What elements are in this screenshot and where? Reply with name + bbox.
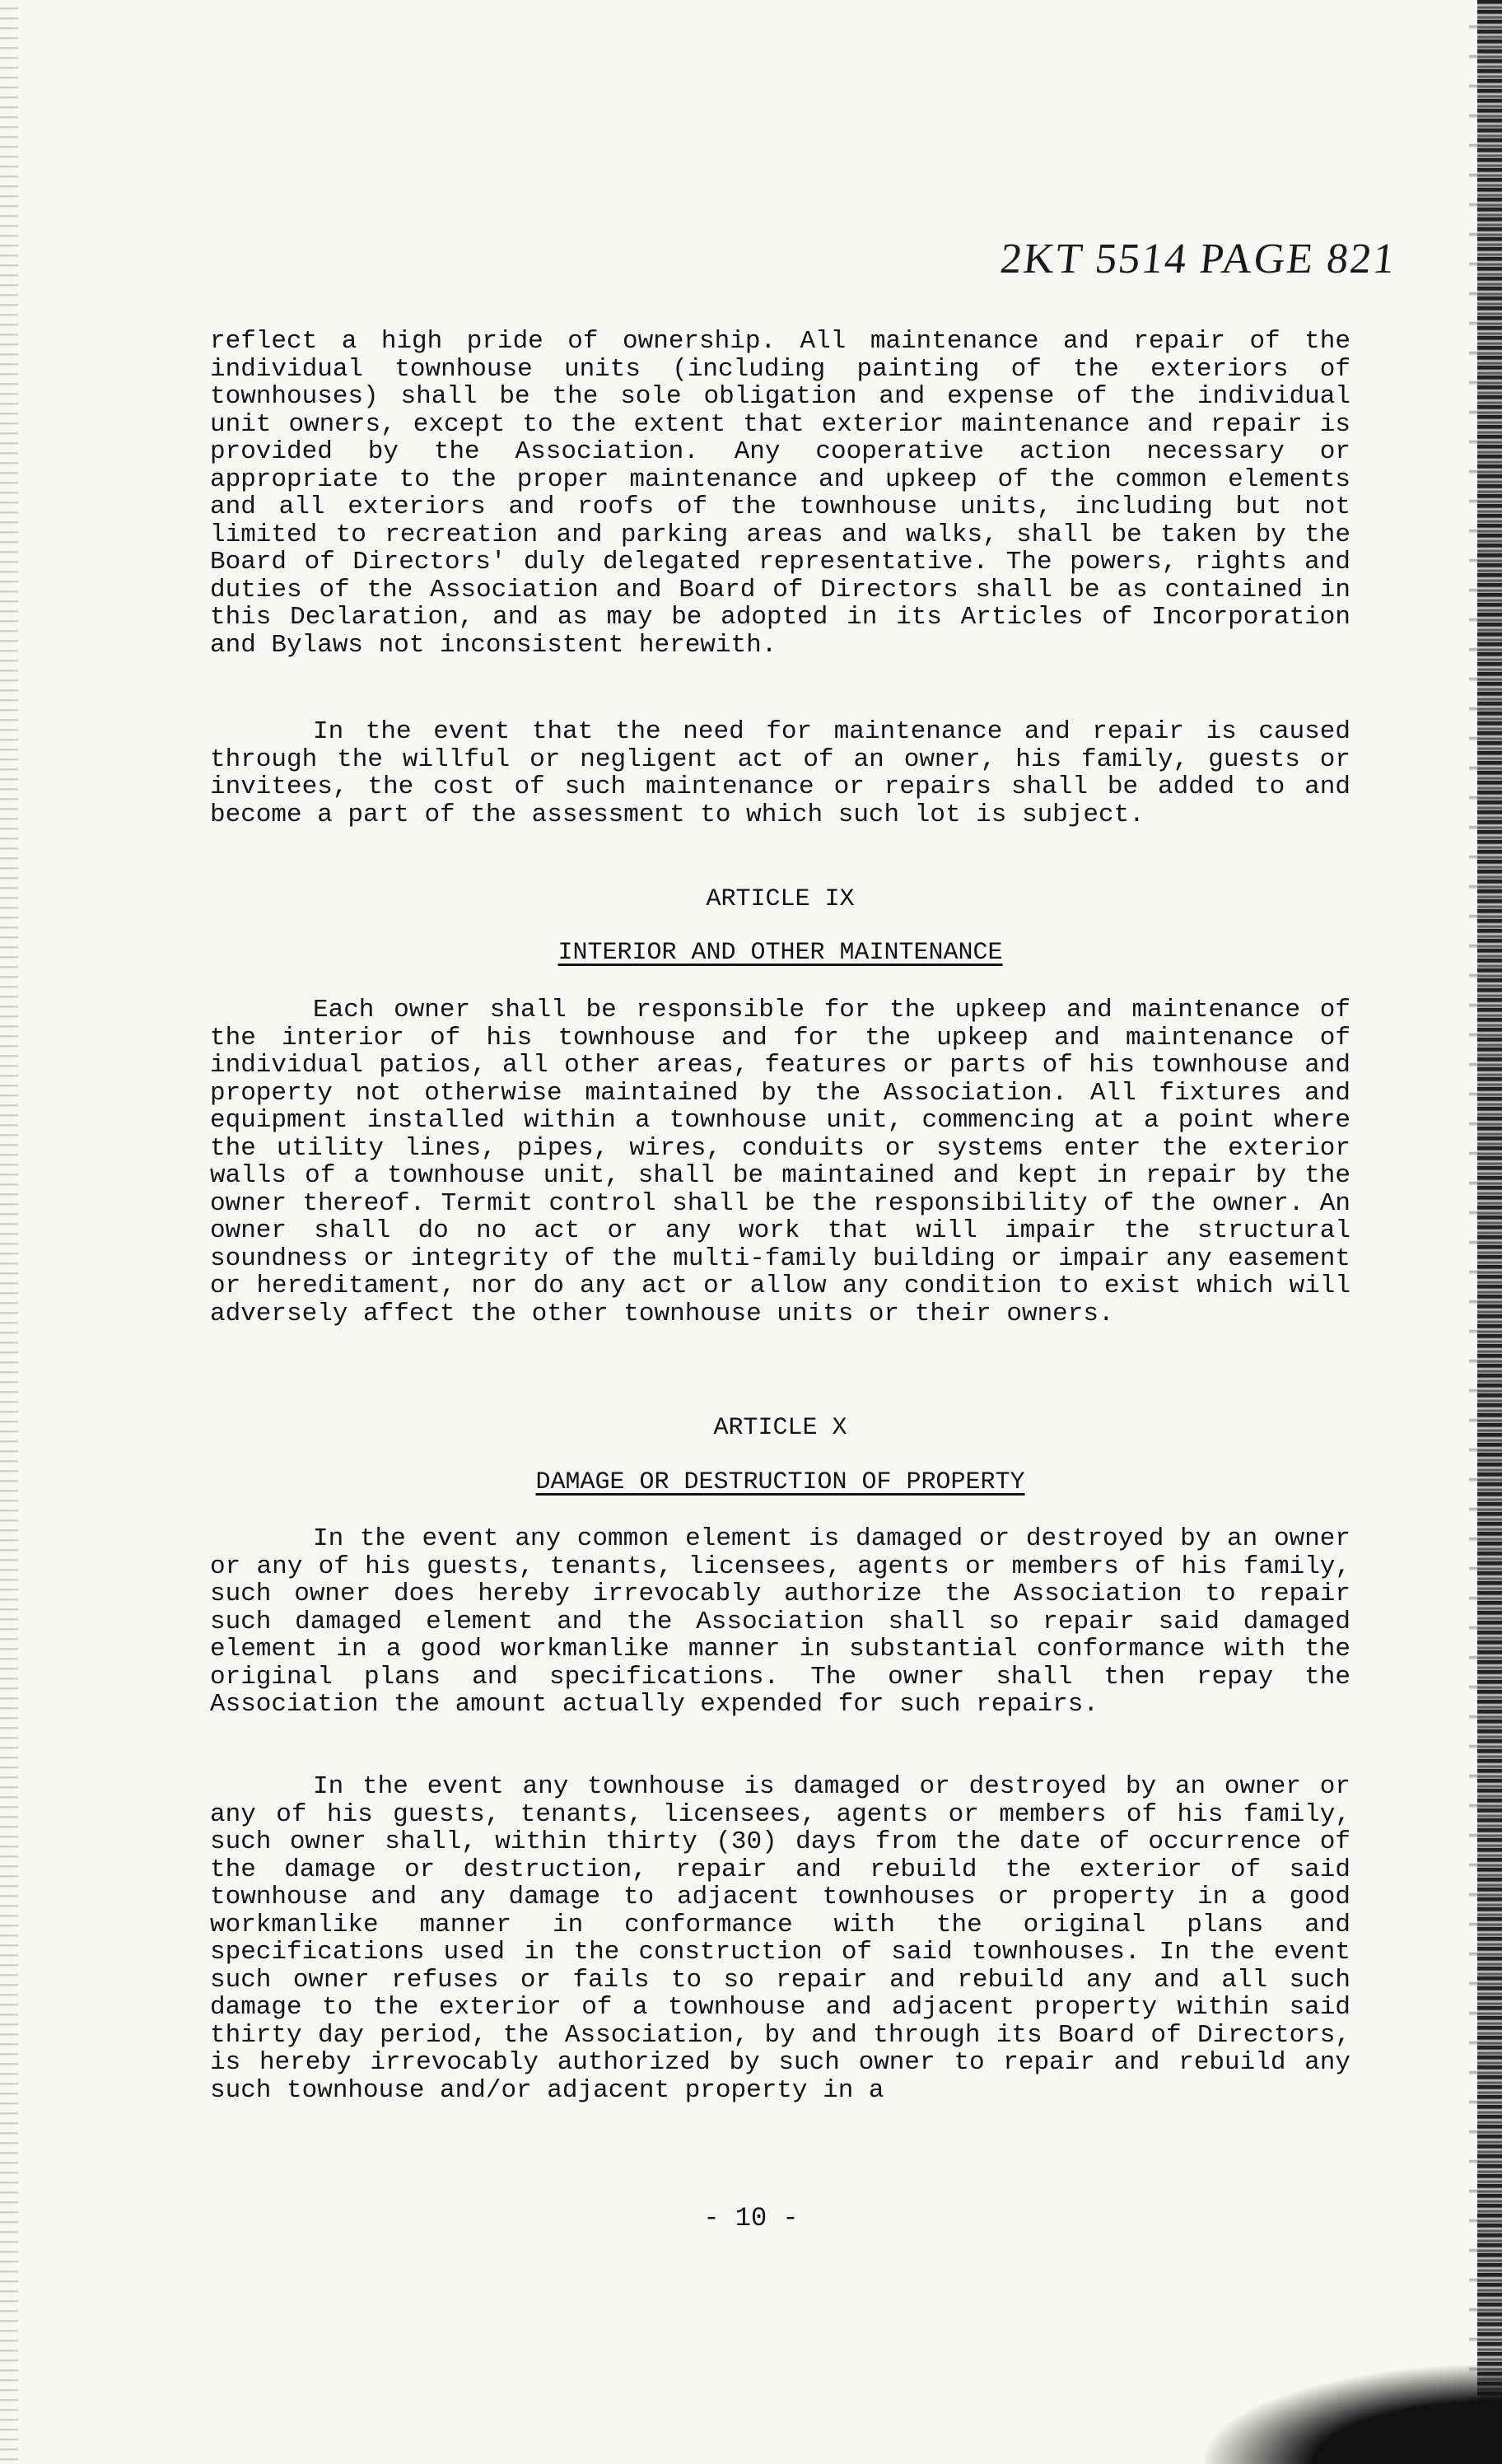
paragraph-maintenance-obligation: reflect a high pride of ownership. All maintenance and repair of the individual townhouse units (including painting of the exteriors of townhouses) shall be the sole obligation and expense of the individual unit owners, except to the extent that exterior maintenance and repair is provided by the Association. Any cooperative action necessary or appropriate to the proper maintenance and upkeep of the common elements and all exteriors and roofs of the townhouse units, including but not limited to recreation and parking areas and walks, shall be taken by the Board of Directors' duly delegated representative. The powers, rights and duties of the Association and Board of Directors shall be as contained in this Declaration, and as may be adopted in its Articles of Incorporation and Bylaws not inconsistent herewith.: [210, 327, 1350, 660]
article-ix-number: ARTICLE IX: [706, 885, 855, 913]
paragraph-negligent-act: In the event that the need for maintenance and repair is caused through the willful or negligent act of an owner, his family, guests or invitees, the cost of such maintenance or repairs shall be added to and become a part of the assessment to which such lot is subject.: [210, 717, 1350, 829]
page-number: - 10 -: [703, 2203, 799, 2233]
article-ix-title: INTERIOR AND OTHER MAINTENANCE: [557, 939, 1003, 967]
paragraph-interior-maintenance: Each owner shall be responsible for the upkeep and maintenance of the interior of his townhouse and for the upkeep and maintenance of individual patios, all other areas, features or parts of his townhouse and property not otherwise maintained by the Association. All fixtures and equipment installed within a townhouse unit, commencing at a point where the utility lines, pipes, wires, conduits or systems enter the exterior walls of a townhouse unit, shall be maintained and kept in repair by the owner thereof. Termit control shall be the responsibility of the owner. An owner shall do no act or any work that will impair the structural soundness or integrity of the multi-family building or impair any easement or hereditament, nor do any act or allow any condition to exist which will adversely affect the other townhouse units or their owners.: [210, 996, 1350, 1328]
article-x-number: ARTICLE X: [713, 1414, 847, 1442]
paragraph-townhouse-damage: In the event any townhouse is damaged or destroyed by an owner or any of his guests, tenants, licensees, agents or members of his family, such owner shall, within thirty (30) days from the date of occurrence of the damage or destruction, repair and rebuild the exterior of said townhouse and any damage to adjacent townhouses or property in a good workmanlike manner in conformance with the original plans and specifications used in the construction of said townhouses. In the event such owner refuses or fails to so repair and rebuild any and all such damage to the exterior of a townhouse and adjacent property within said thirty day period, the Association, by and through its Board of Directors, is hereby irrevocably authorized by such owner to repair and rebuild any such townhouse and/or adjacent property in a: [210, 1772, 1350, 2105]
article-x-title: DAMAGE OR DESTRUCTION OF PROPERTY: [535, 1468, 1025, 1496]
scan-corner-blot: [1206, 2365, 1502, 2464]
scan-left-edge-artifact: [0, 0, 18, 2464]
scan-right-edge-speckle: [1469, 0, 1477, 2464]
paragraph-common-element-damage: In the event any common element is damaged or destroyed by an owner or any of his guests, tenants, licensees, agents or members of his family, such owner does hereby irrevocably authorize the Association to repair such damaged element and the Association shall so repair said damaged element in a good workmanlike manner in substantial conformance with the original plans and specifications. The owner shall then repay the Association the amount actually expended for such repairs.: [210, 1524, 1350, 1719]
scan-right-edge-artifact: [1477, 0, 1502, 2464]
book-page-stamp: 2KT 5514 PAGE 821: [998, 236, 1399, 282]
